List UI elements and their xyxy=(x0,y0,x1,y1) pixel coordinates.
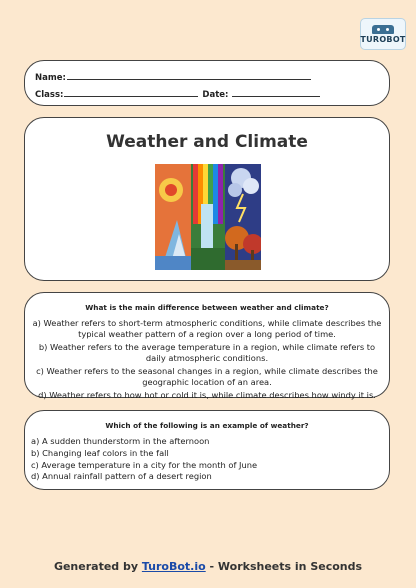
name-row xyxy=(35,70,379,87)
name-label: Name: xyxy=(35,73,66,83)
answer-option-c[interactable]: c) Average temperature in a city for the month of June xyxy=(31,459,258,470)
date-label: Date: xyxy=(202,90,229,100)
answer-option-c[interactable]: c) Weather refers to the seasonal changes in a region, while climate describes the geographic location of an area. xyxy=(36,366,378,387)
worksheet-title: Weather and Climate xyxy=(106,132,308,152)
question-prompt: What is the main difference between weather and climate? xyxy=(85,303,329,312)
answer-option-a[interactable]: a) Weather refers to short-term atmospheric conditions, while climate describes the typical weather pattern of a region over a long period of time. xyxy=(32,318,382,339)
student-info-card xyxy=(24,60,390,106)
turobot-link[interactable]: TuroBot.io xyxy=(141,560,206,573)
name-field[interactable] xyxy=(67,70,311,80)
footer xyxy=(0,560,416,573)
class-date-row xyxy=(35,87,379,104)
date-field[interactable] xyxy=(232,87,320,97)
answer-option-d[interactable]: d) Annual rainfall pattern of a desert region xyxy=(31,471,212,482)
answer-option-d[interactable]: d) Weather refers to how hot or cold it is, while climate describes how windy it is. xyxy=(38,390,376,400)
question-prompt: Which of the following is an example of weather? xyxy=(105,421,309,430)
answer-option-a[interactable]: a) A sudden thunderstorm in the afternoon xyxy=(31,436,210,446)
robot-icon xyxy=(372,25,394,34)
turobot-logo xyxy=(360,18,406,50)
title-card xyxy=(24,117,390,281)
class-field[interactable] xyxy=(64,87,198,97)
answer-option-b[interactable]: b) Weather refers to the average temperature in a region, while climate refers to daily atmospheric conditions. xyxy=(38,342,376,363)
logo-text: TUROBOT xyxy=(360,34,406,44)
question-card-2 xyxy=(24,410,390,490)
footer-prefix: Generated by xyxy=(53,560,142,573)
class-label: Class: xyxy=(35,90,64,100)
answer-option-b[interactable]: b) Changing leaf colors in the fall xyxy=(31,447,169,458)
weather-illustration xyxy=(155,164,261,270)
footer-suffix: - Worksheets in Seconds xyxy=(205,560,363,573)
question-card-1 xyxy=(24,292,390,398)
